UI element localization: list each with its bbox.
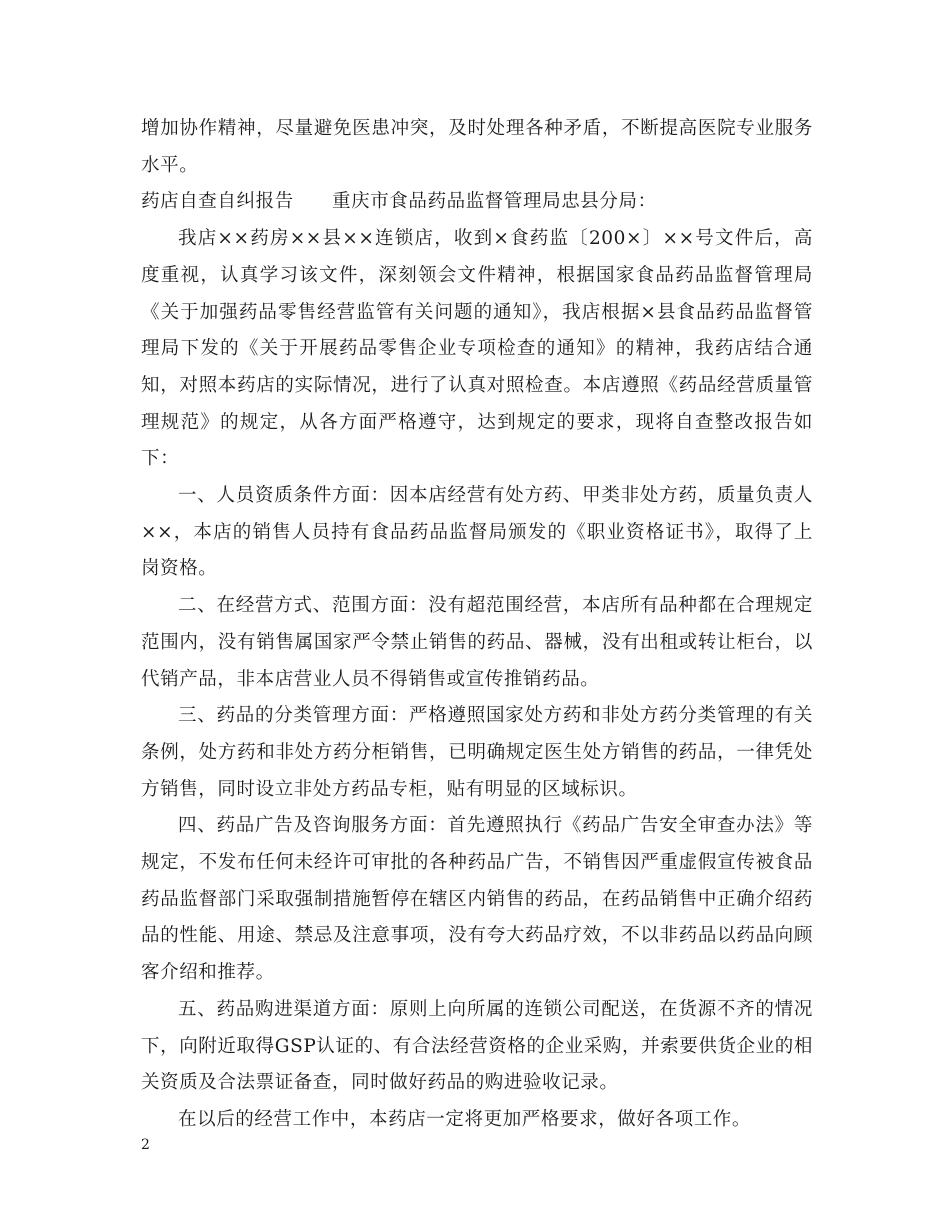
paragraph-personnel: 一、人员资质条件方面：因本店经营有处方药、甲类非处方药，质量负责人××，本店的销售人员持有食品药品监督局颁发的《职业资格证书》，取得了上岗资格。 [141, 485, 813, 580]
paragraph-conclusion: 在以后的经营工作中，本药店一定将更加严格要求，做好各项工作。 [178, 1108, 752, 1130]
paragraph-classification: 三、药品的分类管理方面：严格遵照国家处方药和非处方药分类管理的有关条例，处方药和非处方药分柜销售，已明确规定医生处方销售的药品，一律凭处方销售，同时设立非处方药品专柜，贴有明显的区域标识。 [141, 705, 813, 800]
page-number: 2 [141, 1137, 150, 1153]
report-heading-line: 药店自查自纠报告 重庆市食品药品监督管理局忠县分局： [141, 191, 657, 213]
paragraph-procurement: 五、药品购进渠道方面：原则上向所属的连锁公司配送，在货源不齐的情况下，向附近取得GSP认证的、有合法经营资格的企业采购，并索要供货企业的相关资质及合法票证备查，同时做好药品的购进验收记录。 [141, 998, 814, 1094]
paragraph-business-scope: 二、在经营方式、范围方面：没有超范围经营，本店所有品种都在合理规定范围内，没有销售属国家严令禁止销售的药品、器械，没有出租或转让柜台，以代销产品，非本店营业人员不得销售或宣传推销药品。 [141, 595, 813, 690]
paragraph-continuation: 增加协作精神，尽量避免医患冲突，及时处理各种矛盾，不断提高医院专业服务水平。 [141, 118, 813, 176]
paragraph-advertising: 四、药品广告及咨询服务方面：首先遵照执行《药品广告安全审查办法》等规定，不发布任何未经许可审批的各种药品广告，不销售因严重虚假宣传被食品药品监督部门采取强制措施暂停在辖区内销售的药品，在药品销售中正确介绍药品的性能、用途、禁忌及注意事项，没有夸大药品疗效，不以非药品以药品向顾客介绍和推荐。 [141, 815, 813, 984]
paragraph-intro: 我店××药房××县××连锁店，收到×食药监〔200×〕××号文件后，高度重视，认真学习该文件，深刻领会文件精神，根据国家食品药品监督管理局《关于加强药品零售经营监管有关问题的通知》，我店根据×县食品药品监督管理局下发的《关于开展药品零售企业专项检查的通知》的精神，我药店结合通知，对照本药店的实际情况，进行了认真对照检查。本店遵照《药品经营质量管理规范》的规定，从各方面严格遵守，达到规定的要求，现将自查整改报告如下： [141, 228, 813, 470]
document-body [141, 111, 813, 1139]
